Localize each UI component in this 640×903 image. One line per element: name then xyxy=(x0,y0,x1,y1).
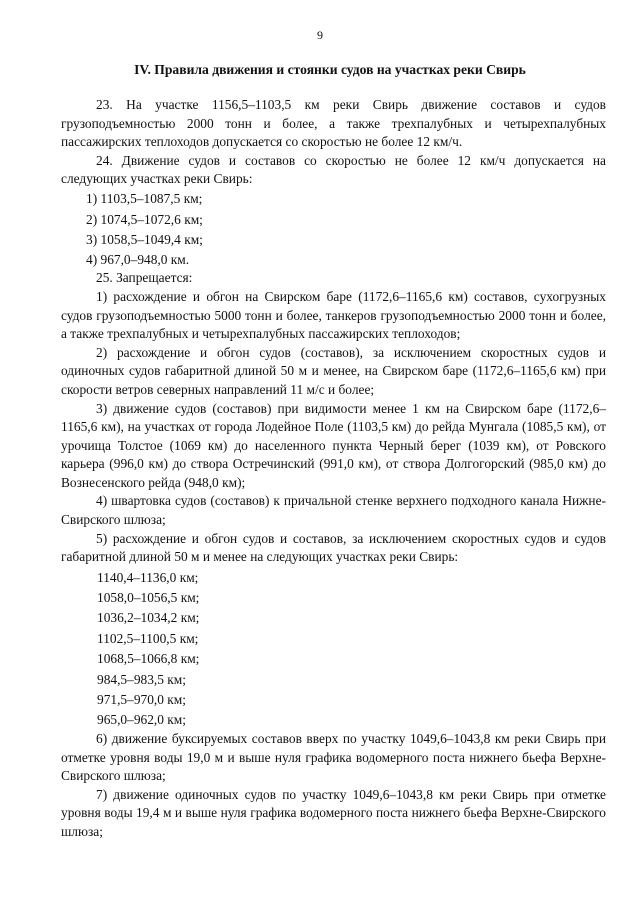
km-range-item: 1036,2–1034,2 км; xyxy=(97,610,200,626)
rule-25-5-paragraph: 5) расхождение и обгон судов и составов, за исключением скоростных судов и судов габаритной длиной 50 м и менее на следующих участках реки Свирь: xyxy=(61,530,606,565)
rule-25-6-paragraph: 6) движение буксируемых составов вверх по участку 1049,6–1043,8 км реки Свирь при отметке уровня воды 19,0 м и выше нуля графика водомерного поста нижнего бьефа Верхне-Свирского шлюза; xyxy=(61,730,606,784)
rule-24-item: 2) 1074,5–1072,6 км; xyxy=(86,211,203,227)
document-body xyxy=(61,96,606,842)
page-number: 9 xyxy=(317,28,323,42)
rule-25-4-paragraph: 4) швартовка судов (составов) к причальной стенке верхнего подходного канала Нижне-Свирского шлюза; xyxy=(61,493,606,528)
rule-23-paragraph: 23. На участке 1156,5–1103,5 км реки Свирь движение составов и судов грузоподъемностью 2000 тонн и более, а также трехпалубных и четырехпалубных пассажирских теплоходов допускается со скоростью не более 12 км/ч. xyxy=(61,97,606,150)
rule-24-paragraph: 24. Движение судов и составов со скоростью не более 12 км/ч допускается на следующих участках реки Свирь: xyxy=(61,152,606,187)
km-range-item: 965,0–962,0 км; xyxy=(97,712,187,728)
rule-25-1-paragraph: 1) расхождение и обгон на Свирском баре (1172,6–1165,6 км) составов, сухогрузных судов грузоподъемностью 5000 тонн и более, танкеров грузоподъемностью 2000 тонн и более, а также трехпалубных и четырехпалубных пассажирских теплоходов; xyxy=(61,288,606,342)
rule-24-item: 4) 967,0–948,0 км. xyxy=(86,251,190,267)
km-range-item: 971,5–970,0 км; xyxy=(97,691,187,707)
rule-25-2-paragraph: 2) расхождение и обгон судов (составов), за исключением скоростных судов и одиночных судов габаритной длиной 50 м и менее, на Свирском баре (1172,6–1165,6 км) при скорости ветров северных направлений 11 м/с и более; xyxy=(61,344,606,397)
km-range-item: 1140,4–1136,0 км; xyxy=(97,569,199,585)
rule-25-3-paragraph: 3) движение судов (составов) при видимости менее 1 км на Свирском баре (1172,6–1165,6 км), на участках от города Лодейное Поле (1103,5 км) до рейда Мунгала (1085,5 км), от урочища Толстое (1069 км) до населенного пункта Черный берег (1039 км), от Ровского карьера (996,0 км) до створа Остречинский (991,0 км), от створа Долгогорский (985,0 км) до Вознесенского рейда (948,0 км); xyxy=(61,400,606,490)
rule-24-item: 1) 1103,5–1087,5 км; xyxy=(86,191,203,207)
rule-25-heading: 25. Запрещается: xyxy=(96,270,193,286)
rule-24-item: 3) 1058,5–1049,4 км; xyxy=(86,231,203,247)
km-range-item: 1068,5–1066,8 км; xyxy=(97,651,200,667)
km-range-item: 984,5–983,5 км; xyxy=(97,671,187,687)
section-heading: IV. Правила движения и стоянки судов на участках реки Свирь xyxy=(134,62,526,77)
rule-25-7-paragraph: 7) движение одиночных судов по участку 1049,6–1043,8 км реки Свирь при отметке уровня воды 19,4 м и выше нуля графика водомерного поста нижнего бьефа Верхне-Свирского шлюза; xyxy=(61,786,606,839)
km-range-item: 1102,5–1100,5 км; xyxy=(97,630,199,646)
km-range-item: 1058,0–1056,5 км; xyxy=(97,590,200,606)
